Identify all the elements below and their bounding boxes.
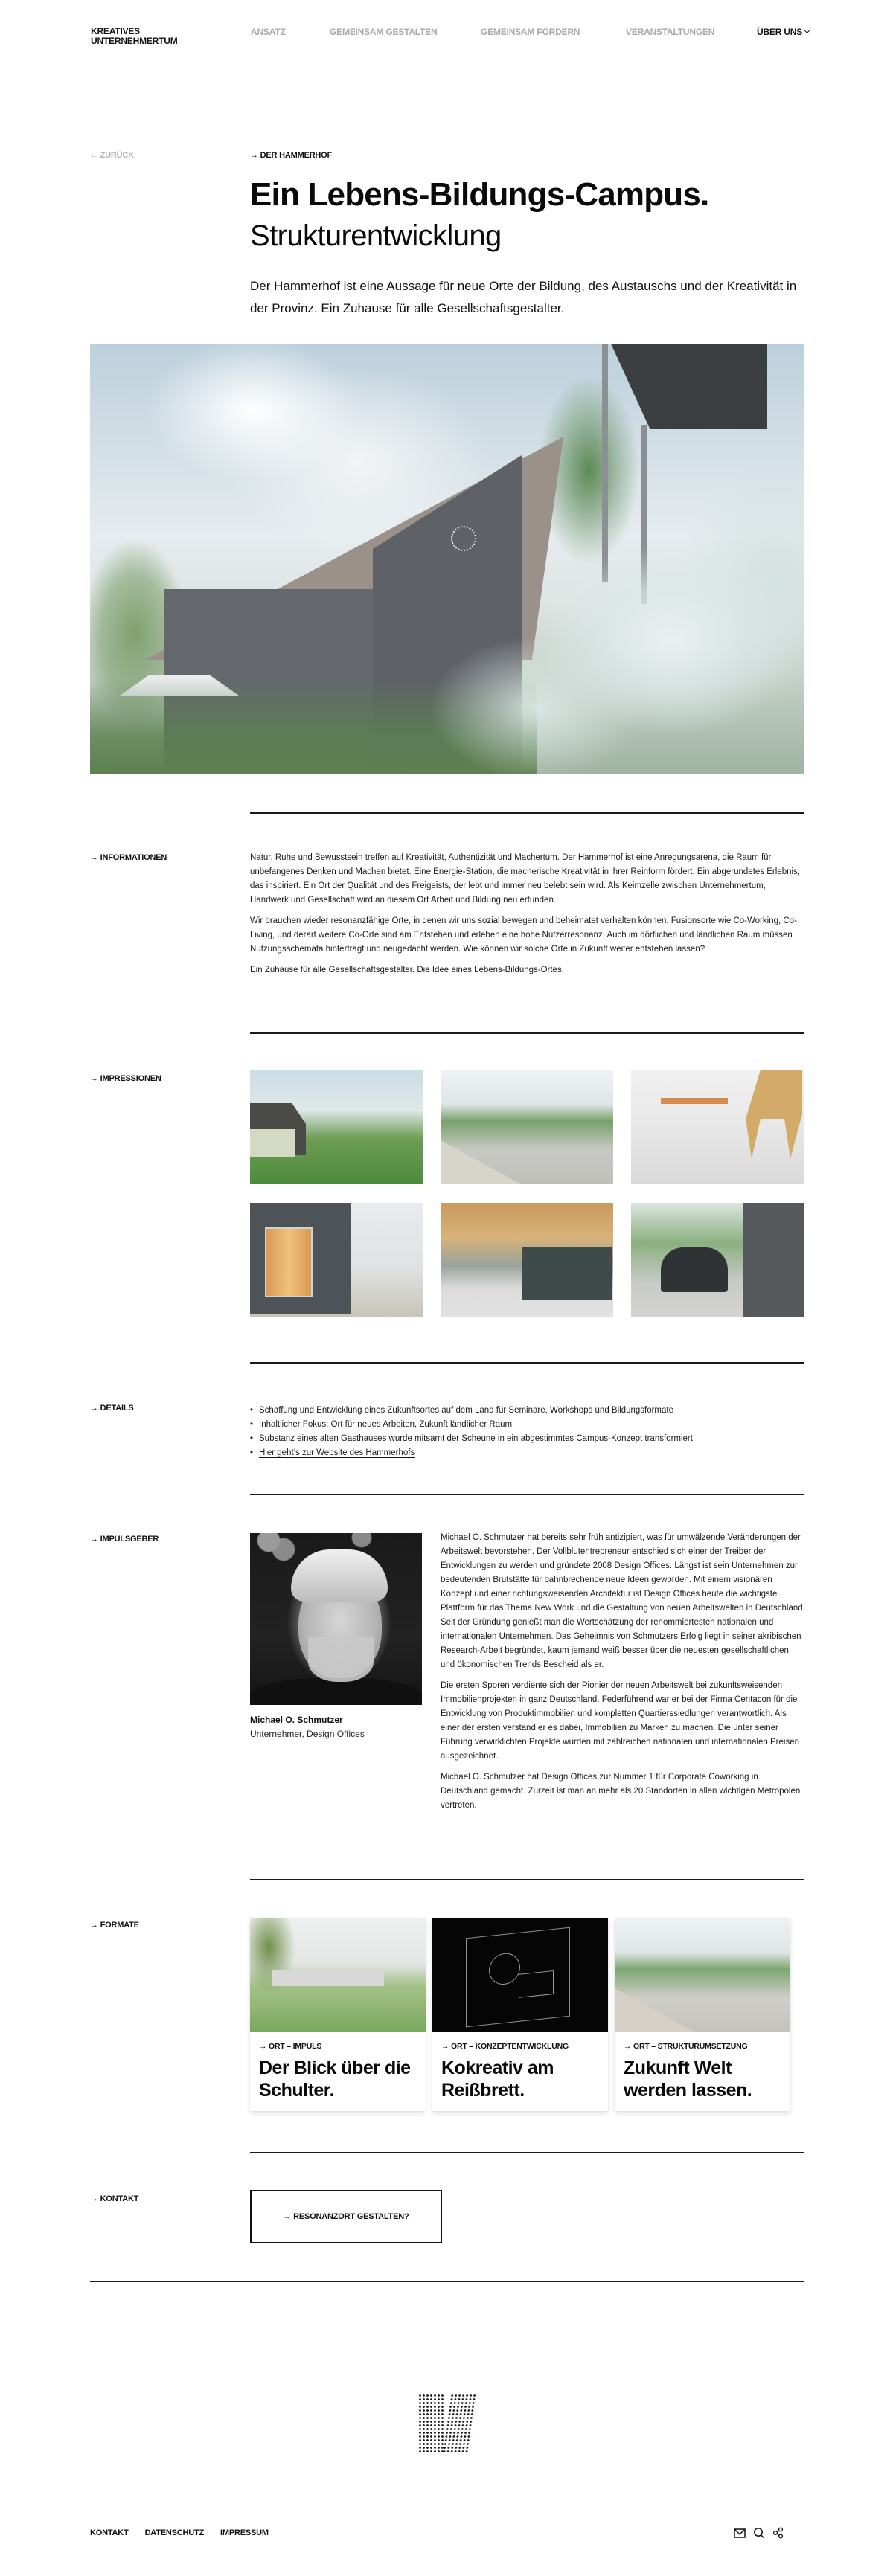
logo-line-2: UNTERNEHMERTUM: [91, 36, 178, 46]
footer-divider: [90, 2281, 804, 2282]
bio-paragraph: Michael O. Schmutzer hat bereits sehr früh antizipiert, was für umwälzende Veränderungen der Arbeitswelt bevorstehen. Der Vollblutentrepreneur entschied sich einer der Treiber der Entwicklungen zu werden und gründete 2008 Design Offices. Längst ist sein Unternehmen zur bedeutenden Brutstätte für bahnbrechende neue Ideen geworden. Mit einem visionären Konzept und einer richtungsweisenden Architektur ist Design Offices heute die wichtigste Plattform für das Thema New Work und die Gestaltung von neuen Arbeitswelten in Deutschland. Seit der Gründung genießt man die Wertschätzung der renommiertesten nationalen und internationalen Unternehmen. Das Geheimnis von Schmutzers Erfolg liegt in seiner akribischen Research-Arbeit begründet, kaum jemand weiß besser über die neuesten gesellschaftlichen und ökonomischen Trends Bescheid als er.: [441, 1533, 805, 1669]
person-role: Unternehmer, Design Offices: [250, 1729, 365, 1739]
gallery-image[interactable]: [631, 1070, 804, 1184]
informationen-paragraph: Natur, Ruhe und Bewusstsein treffen auf Kreativität, Authentizität und Machertum. Der Hammerhof ist eine Anregungsarena, die Raum für unbefangenes Denken und Machen bietet. Eine Energie-Station, die macherische Kreativität in ihrer Reinform fördert. Ein abgerundetes Erlebnis, das inspiriert. Ein Ort der Qualität und des Freigeists, der lebt und immer neu belebt sein wird. Als Keimzelle zwischen Unternehmertum, Handwerk und Gesellschaft wird an diesem Ort Arbeit und Bildung neu erfunden.: [250, 853, 800, 905]
impressionen-gallery: [250, 1070, 804, 1317]
details-item: • Substanz eines alten Gasthauses wurde mitsamt der Scheune in ein abgestimmtes Campus-Konzept transformiert: [250, 1432, 804, 1446]
card-eyebrow: → ORT – KONZEPTENTWICKLUNG: [441, 2042, 569, 2051]
back-link[interactable]: ← ZURÜCK: [90, 151, 134, 160]
details-item: • Inhaltlicher Fokus: Ort für neues Arbeiten, Zukunft ländlicher Raum: [250, 1418, 804, 1432]
logo-line-1: KREATIVES: [91, 26, 140, 36]
section-divider: [250, 812, 804, 814]
format-card-impuls[interactable]: [250, 1918, 426, 2111]
nav-item-ueber-uns-label: ÜBER UNS: [757, 27, 803, 37]
nav-item-ueber-uns[interactable]: [757, 27, 809, 37]
details-item: • Schaffung und Entwicklung eines Zukunftsortes auf dem Land für Seminare, Workshops und Bildungsformate: [250, 1404, 804, 1418]
details-list: [250, 1404, 804, 1460]
bio-paragraph: Michael O. Schmutzer hat Design Offices zur Nummer 1 für Corporate Coworking in Deutschland gemacht. Zurzeit ist man an mehr als 20 Standorten in allen wichtigen Metropolen vertreten.: [441, 1773, 801, 1810]
footer-link-kontakt[interactable]: KONTAKT: [90, 2528, 129, 2537]
section-label-informationen: → INFORMATIONEN: [90, 853, 167, 862]
footer-link-datenschutz[interactable]: DATENSCHUTZ: [144, 2528, 205, 2537]
gallery-image[interactable]: [631, 1203, 804, 1317]
card-title: Der Blick über die Schulter.: [259, 2058, 411, 2101]
section-divider: [250, 1362, 804, 1364]
card-title: Zukunft Welt werden lassen.: [624, 2058, 752, 2101]
nav-item-gemeinsam-foerdern[interactable]: GEMEINSAM FÖRDERN: [481, 27, 580, 37]
card-image: [432, 1918, 608, 2032]
person-name: Michael O. Schmutzer: [250, 1715, 343, 1725]
card-image: [250, 1918, 426, 2032]
gallery-image[interactable]: [250, 1070, 423, 1184]
details-item-link: [250, 1446, 804, 1460]
footer-links: [90, 2528, 269, 2537]
nav-item-gemeinsam-gestalten[interactable]: GEMEINSAM GESTALTEN: [330, 27, 438, 37]
hero-image: [90, 344, 804, 774]
footer-link-impressum[interactable]: IMPRESSUM: [220, 2528, 269, 2537]
portrait-photo: [250, 1533, 422, 1705]
section-label-details: → DETAILS: [90, 1404, 134, 1413]
section-divider: [250, 1032, 804, 1034]
site-header: [0, 0, 893, 74]
nav-item-veranstaltungen[interactable]: VERANSTALTUNGEN: [626, 27, 715, 37]
section-label-impressionen: → IMPRESSIONEN: [90, 1074, 161, 1083]
intro-lead: Der Hammerhof ist eine Aussage für neue Orte der Bildung, des Austauschs und der Kreativität in der Provinz. Ein Zuhause für alle Gesellschaftsgestalter.: [250, 279, 797, 315]
nav-item-ansatz[interactable]: ANSATZ: [251, 27, 286, 37]
section-label-kontakt: → KONTAKT: [90, 2194, 139, 2203]
informationen-paragraph: Wir brauchen wieder resonanzfähige Orte, in denen wir uns sozial bewegen und beheimatet verhalten können. Fusionsorte wie Co-Working, Co-Living, und derart weitere Co-Orte sind am Entstehen und erleben eine hohe Nutzerresonanz. Auch im dörflichen und ländlichen Raum müssen Nutzungsschemata hinterfragt und neugedacht werden. Wie können wir solche Orte in Zukunft weiter entstehen lassen?: [250, 916, 797, 954]
hammerhof-website-link[interactable]: Hier geht’s zur Website des Hammerhofs: [259, 1448, 415, 1457]
format-card-strukturumsetzung[interactable]: [615, 1918, 790, 2111]
informationen-paragraph: Ein Zuhause für alle Gesellschaftsgestalter. Die Idee eines Lebens-Bildungs-Ortes.: [250, 966, 564, 974]
page-title: Ein Lebens-Bildungs-Campus.: [250, 176, 709, 213]
card-eyebrow: → ORT – IMPULS: [259, 2042, 322, 2051]
section-divider: [250, 1494, 804, 1495]
footer-icons: [734, 2527, 784, 2539]
page-subtitle: Strukturentwicklung: [250, 219, 502, 252]
format-card-konzeptentwicklung[interactable]: [432, 1918, 608, 2111]
search-icon[interactable]: [753, 2527, 765, 2539]
main-nav: [0, 27, 893, 37]
section-divider: [250, 2152, 804, 2153]
bio-paragraph: Die ersten Sporen verdiente sich der Pionier der neuen Arbeitswelt bei zukunftsweisenden Immobilienprojekten in ganz Deutschland. Federführend war er bei der Firma Centacon für die Entwicklung von Produktimmobilien und kompletten Quartierssiedlungen verantwortlich. Als einer der ersten verstand er es dabei, Immobilien zu Marken zu machen. Die unter seiner Führung verwirklichten Projekte wurden mit zahlreichen nationalen und internationalen Preisen ausgezeichnet.: [441, 1681, 799, 1761]
person-bio: [441, 1531, 805, 1819]
halftone-logo-icon: [418, 2394, 475, 2452]
section-divider: [250, 1879, 804, 1880]
gallery-image[interactable]: [250, 1203, 423, 1317]
card-image: [615, 1918, 790, 2032]
mail-icon[interactable]: [734, 2527, 746, 2539]
resonanzort-cta-button[interactable]: → RESONANZORT GESTALTEN?: [250, 2190, 442, 2243]
chevron-down-icon: [804, 28, 810, 33]
gallery-image[interactable]: [441, 1203, 613, 1317]
gallery-image[interactable]: [441, 1070, 613, 1184]
formate-cards: [250, 1918, 804, 2111]
card-eyebrow: → ORT – STRUKTURUMSETZUNG: [624, 2042, 748, 2051]
share-icon[interactable]: [772, 2527, 784, 2539]
section-label-formate: → FORMATE: [90, 1921, 139, 1930]
page-eyebrow: → DER HAMMERHOF: [250, 151, 333, 160]
informationen-text: [250, 851, 804, 984]
section-label-impulsgeber: → IMPULSGEBER: [90, 1535, 159, 1544]
card-title: Kokreativ am Reißbrett.: [441, 2058, 554, 2101]
